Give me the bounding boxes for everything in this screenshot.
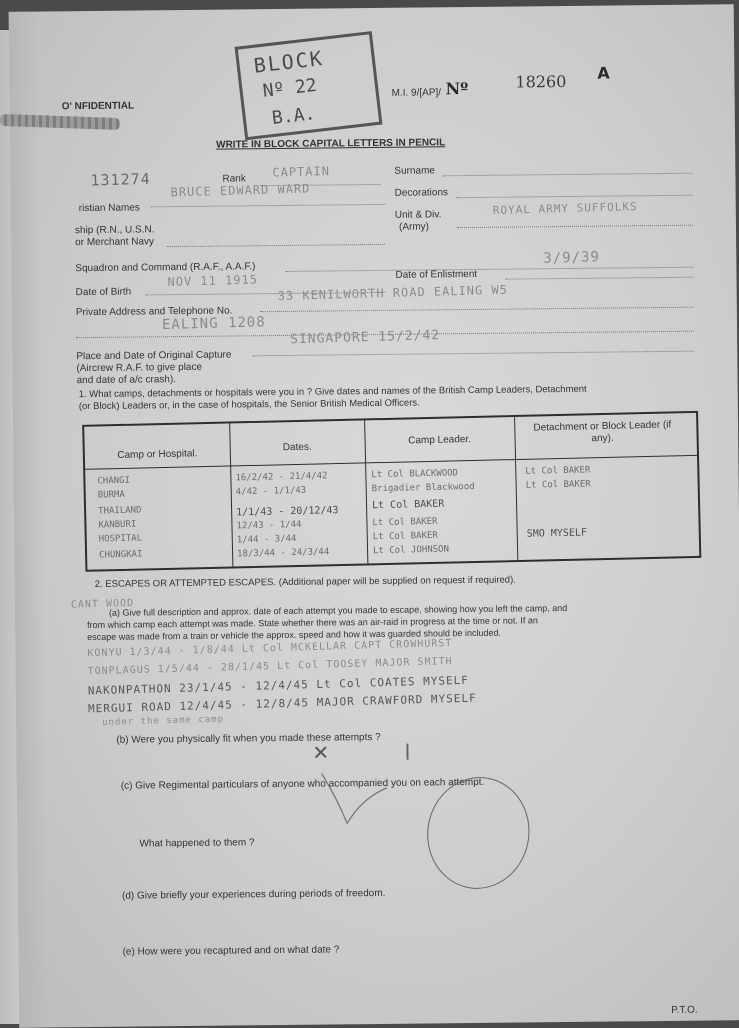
phone-value: EALING 1208: [161, 314, 266, 334]
pencil-scribble: [317, 768, 398, 829]
header-dates: Dates.: [282, 441, 312, 454]
squadron-label: Squadron and Command (R.A.F., A.A.F.): [75, 261, 256, 275]
cell-r5-c3: Lt Col BAKER: [372, 530, 438, 543]
cell-r3-c3: Lt Col BAKER: [371, 498, 445, 512]
address-line: [260, 307, 694, 313]
unit-label-2: (Army): [398, 221, 430, 233]
q2-what-happened: What happened to them ?: [139, 837, 255, 850]
number-label: Nº: [445, 79, 469, 99]
escape-line-3: NAKONPATHON 23/1/45 - 12/4/45 Lt Col COATES MYSELF: [87, 673, 470, 698]
cell-r1-c3: Lt Col BLACKWOOD: [371, 468, 459, 481]
confidential-label: O' NFIDENTIAL: [61, 100, 135, 113]
christian-names-label: ristian Names: [78, 202, 140, 215]
cell-r6-c1: CHUNGKAI: [99, 549, 143, 561]
block-stamp: [235, 31, 383, 140]
instruction-heading: WRITE IN BLOCK CAPITAL LETTERS IN PENCIL: [216, 137, 446, 151]
camps-table: [82, 411, 701, 572]
squadron-line: [285, 267, 693, 272]
q2e-text: (e) How were you recaptured and on what date ?: [122, 944, 340, 958]
decorations-line: [457, 195, 693, 198]
capture-value: SINGAPORE 15/2/42: [289, 328, 441, 348]
enlistment-line: [506, 277, 694, 280]
cell-r2-c1: BURMA: [97, 489, 125, 501]
q2a-text-2: from which camp each attempt was made. State whether there was an air-raid in progress at the time or not. If an: [87, 615, 538, 631]
cell-r5-c1: HOSPITAL: [98, 533, 143, 545]
capture-label-1: Place and Date of Original Capture: [76, 349, 232, 363]
cell-r1-c2: 16/2/42 - 21/4/42: [235, 471, 328, 484]
cell-r2-c2: 4/42 - 1/1/43: [235, 485, 307, 498]
rank-label: Rank: [222, 173, 246, 185]
q2d-text: (d) Give briefly your experiences during periods of freedom.: [121, 887, 386, 902]
stamp-line-2: Nº 22: [261, 74, 318, 102]
form-suffix: A: [597, 63, 610, 83]
christian-names-value: BRUCE EDWARD WARD: [170, 181, 311, 200]
q2a-text-3: escape was made from a train or vehicle the approx. speed and how it was guarded should be included.: [87, 627, 502, 643]
header-camp-leader: Camp Leader.: [408, 434, 472, 447]
escape-line-5: under the same camp: [102, 714, 225, 728]
cell-r1-c4: Lt Col BAKER: [525, 465, 591, 477]
capture-label-2: (Aircrew R.A.F. to give place: [76, 361, 203, 375]
service-number: 131274: [90, 169, 151, 190]
cell-r5-c4: SMO MYSELF: [526, 527, 588, 540]
cell-r6-c2: 18/3/44 - 24/3/44: [237, 547, 330, 560]
q2-title: 2. ESCAPES OR ATTEMPTED ESCAPES. (Additional paper will be supplied on request if required).: [94, 574, 516, 590]
enlistment-label: Date of Enlistment: [395, 268, 478, 281]
dob-value: NOV 11 1915: [167, 272, 259, 289]
surname-label: Surname: [394, 165, 436, 177]
q2-side-note: CANT WOOD: [70, 597, 135, 611]
unit-value: ROYAL ARMY SUFFOLKS: [492, 199, 638, 218]
form-number: 18260: [515, 71, 567, 92]
ref-code: M.I. 9/[AP]/: [391, 87, 442, 99]
cell-r4-c3: Lt Col BAKER: [372, 516, 438, 529]
cell-r1-c1: CHANGI: [97, 475, 131, 487]
ship-label-2: or Merchant Navy: [75, 236, 155, 249]
cell-r4-c2: 12/43 - 1/44: [236, 519, 302, 532]
rank-value: CAPTAIN: [272, 163, 331, 180]
dob-label: Date of Birth: [75, 286, 132, 299]
pto-label: P.T.O.: [671, 1004, 698, 1016]
q1-text-1: 1. What camps, detachments or hospitals were you in ? Give dates and names of the British Camp Leaders, Detachment: [78, 383, 587, 401]
header-camp: Camp or Hospital.: [117, 448, 198, 462]
address-value: 33 KENILWORTH ROAD EALING W5: [277, 282, 509, 304]
q2a-text-1: (a) Give full description and approx. date of each attempt you made to escape, showing how you left the camp, and: [108, 603, 568, 618]
christian-names-line: [151, 204, 386, 207]
q2b-text: (b) Were you physically fit when you made these attempts ?: [116, 731, 381, 746]
unit-line: [457, 225, 693, 228]
ship-line: [167, 244, 385, 247]
unit-label-1: Unit & Div.: [394, 209, 442, 221]
pencil-x-mark: ✕: [312, 740, 330, 765]
escape-line-2: TONPLAGUS 1/5/44 - 28/1/45 Lt Col TOOSEY MAJOR SMITH: [87, 656, 453, 678]
q1-text-2: (or Block) Leaders or, in the case of hospitals, the Senior British Medical Officers.: [78, 397, 420, 413]
pencil-tick: [406, 744, 408, 760]
cell-r3-c2: 1/1/43 - 20/12/43: [236, 505, 339, 519]
escape-line-4: MERGUI ROAD 12/4/45 - 12/8/45 MAJOR CRAWFORD MYSELF: [87, 691, 477, 716]
cell-r6-c3: Lt Col JOHNSON: [372, 544, 450, 557]
stamp-line-1: BLOCK: [252, 45, 325, 78]
capture-line: [252, 351, 694, 357]
form-page: [9, 4, 739, 1028]
address-label: Private Address and Telephone No.: [75, 305, 233, 319]
q2c-text: (c) Give Regimental particulars of anyone who accompanied you on each attempt.: [120, 776, 485, 792]
surname-line: [442, 173, 692, 177]
decorations-label: Decorations: [394, 187, 449, 199]
enlistment-value: 3/9/39: [543, 249, 601, 267]
cell-r5-c2: 1/44 - 3/44: [236, 534, 297, 546]
stamp-line-3: B.A.: [270, 103, 317, 130]
escape-line-1: KONYU 1/3/44 - 1/8/44 Lt Col MCKELLAR CAPT CROWHURST: [87, 638, 453, 660]
cell-r2-c3: Brigadier Blackwood: [371, 481, 475, 495]
ship-label-1: ship (R.N., U.S.N.: [74, 224, 155, 237]
cell-r3-c1: THAILAND: [98, 505, 142, 517]
cell-r4-c1: KANBURI: [98, 519, 137, 531]
header-detachment-leader: Detachment or Block Leader (if any).: [533, 419, 672, 445]
capture-label-3: and date of a/c crash).: [76, 374, 177, 387]
cell-r2-c4: Lt Col BAKER: [525, 479, 591, 491]
